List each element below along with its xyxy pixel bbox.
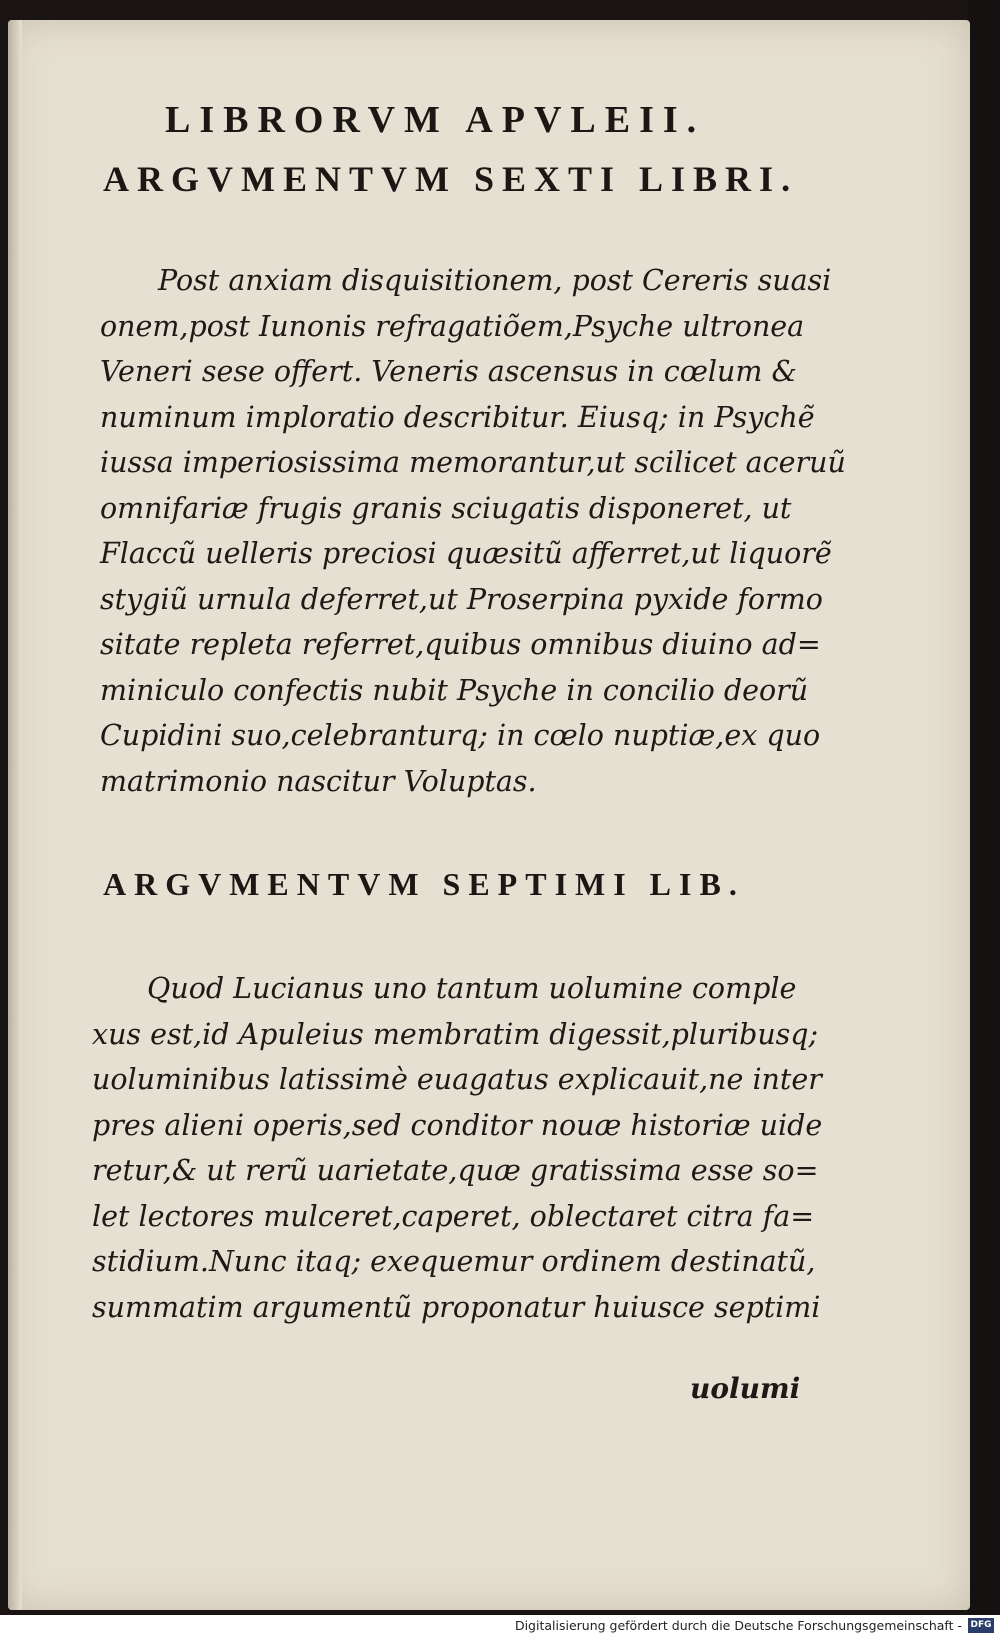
text-line: stidium.Nunc itaq; exequemur ordinem destinatũ, [92,1245,816,1278]
text-line: Flaccũ uelleris preciosi quæsitũ afferret,ut liquorẽ [100,537,832,570]
text-line: numinum imploratio describitur. Eiusq; in Psychẽ [100,400,815,434]
catchword: uolumi [690,1372,801,1405]
section-heading-seventh-book: ARGVMENTVM SEPTIMI LIB. [103,866,745,902]
text-line: matrimonio nascitur Voluptas. [100,764,537,798]
running-head: LIBRORVM APVLEII. [165,99,706,141]
section-heading-sixth-book: ARGVMENTVM SEXTI LIBRI. [103,159,799,199]
text-line: Cupidini suo,celebranturq; in cœlo nuptiæ,ex quo [100,719,821,752]
text-line: onem,post Iunonis refragatiõem,Psyche ultronea [100,309,805,343]
digitization-footer [0,1615,1000,1637]
text-line: let lectores mulceret,caperet, oblectaret citra fa= [92,1199,815,1233]
argument-seventh-book-paragraph [92,966,823,1330]
text-line: sitate repleta referret,quibus omnibus diuino ad= [100,628,821,661]
argument-sixth-book-paragraph [100,258,846,804]
text-line: Veneri sese offert. Veneris ascensus in cœlum & [100,355,797,388]
dfg-logo-icon: DFG [968,1618,994,1633]
text-line: Quod Lucianus uno tantum uolumine comple [147,972,797,1005]
scan-background-strip [968,0,1000,1615]
text-line: uoluminibus latissimè euagatus explicauit,ne inter [92,1063,822,1096]
text-line: xus est,id Apuleius membratim digessit,pluribusq; [92,1017,819,1051]
text-line: Post anxiam disquisitionem, post Cereris suasi [158,264,832,297]
page-edge-shadow [8,20,22,1610]
text-line: retur,& ut rerũ uarietate,quæ gratissima esse so= [92,1154,819,1187]
text-line: summatim argumentũ proponatur huiusce septimi [92,1290,821,1324]
footer-credit-text: Digitalisierung gefördert durch die Deutsche Forschungsgemeinschaft - [514,1618,962,1633]
text-line: stygiũ urnula deferret,ut Proserpina pyxide formo [100,582,823,616]
text-line: pres alieni operis,sed conditor nouæ historiæ uide [92,1108,823,1142]
text-line: miniculo confectis nubit Psyche in concilio deorũ [100,673,809,707]
text-line: iussa imperiosissima memorantur,ut scilicet aceruũ [100,446,846,479]
text-line: omnifariæ frugis granis sciugatis disponeret, ut [100,491,792,525]
